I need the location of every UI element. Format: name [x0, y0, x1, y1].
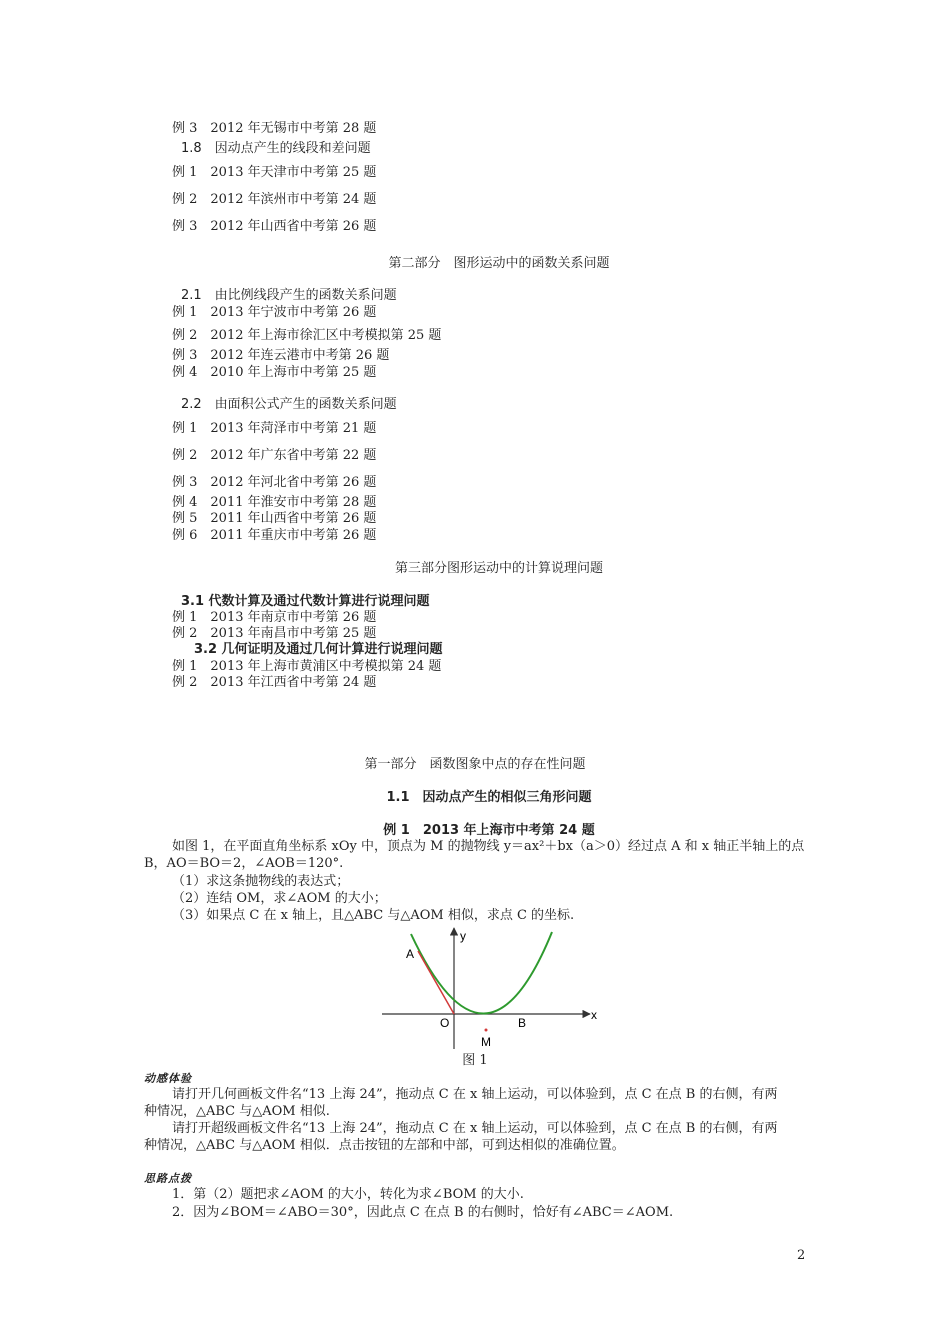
toc-entry: 例 1 2013 年宁波市中考第 26 题	[172, 305, 377, 320]
toc-part-heading: 第三部分图形运动中的计算说理问题	[394, 561, 603, 576]
parabola-curve	[411, 932, 552, 1014]
toc-entry: 例 2 2012 年滨州市中考第 24 题	[172, 192, 377, 207]
hint-item: 2．因为∠BOM＝∠ABO＝30°，因此点 C 在点 B 的右侧时，恰好有∠ABC＝∠AOM.	[172, 1205, 674, 1220]
paragraph: 请打开几何画板文件名“13 上海 24”，拖动点 C 在 x 轴上运动，可以体验到，点 C 在点 B 的右侧，有两	[172, 1087, 778, 1102]
page-number: 2	[797, 1248, 806, 1263]
label-o: O	[440, 1016, 450, 1030]
toc-entry: 例 1 2013 年上海市黄浦区中考模拟第 24 题	[172, 659, 442, 674]
toc-section-heading: 2.1 由比例线段产生的函数关系问题	[181, 288, 397, 303]
toc-entry: 例 3 2012 年山西省中考第 26 题	[172, 219, 377, 234]
problem-text: 如图 1，在平面直角坐标系 xOy 中，顶点为 M 的抛物线 y＝ax²＋bx（a＞0）经过点 A 和 x 轴正半轴上的点	[172, 839, 805, 854]
dynamic-heading: 动感体验	[144, 1072, 192, 1085]
toc-section-heading: 1.8 因动点产生的线段和差问题	[181, 141, 371, 156]
toc-section-heading: 3.2 几何证明及通过几何计算进行说理问题	[194, 642, 443, 657]
hint-item: 1．第（2）题把求∠AOM 的大小，转化为求∠BOM 的大小.	[172, 1187, 524, 1202]
toc-entry: 例 1 2013 年菏泽市中考第 21 题	[172, 421, 377, 436]
paragraph: 种情况，△ABC 与△AOM 相似.	[144, 1104, 330, 1119]
toc-entry: 例 5 2011 年山西省中考第 26 题	[172, 511, 377, 526]
example-title: 例 1 2013 年上海市中考第 24 题	[383, 823, 595, 838]
segment-ao	[418, 951, 454, 1014]
label-y: y	[460, 929, 466, 943]
toc-entry: 例 2 2013 年南昌市中考第 25 题	[172, 626, 377, 641]
toc-entry: 例 3 2012 年河北省中考第 26 题	[172, 475, 377, 490]
toc-entry: 例 3 2012 年连云港市中考第 26 题	[172, 348, 390, 363]
label-a: A	[406, 947, 415, 961]
label-b: B	[518, 1016, 527, 1030]
figure-caption: 图 1	[462, 1053, 488, 1068]
paragraph: 请打开超级画板文件名“13 上海 24”，拖动点 C 在 x 轴上运动，可以体验到，点 C 在点 B 的右侧，有两	[172, 1121, 778, 1136]
toc-entry: 例 4 2011 年淮安市中考第 28 题	[172, 495, 377, 510]
toc-entry: 例 2 2012 年广东省中考第 22 题	[172, 448, 377, 463]
section-heading: 1.1 因动点产生的相似三角形问题	[386, 790, 592, 805]
problem-text: B，AO＝BO＝2，∠AOB＝120°.	[144, 856, 344, 871]
point-m	[485, 1029, 488, 1032]
toc-entry: 例 3 2012 年无锡市中考第 28 题	[172, 121, 377, 136]
parabola-figure	[378, 924, 603, 1054]
toc-entry: 例 1 2013 年天津市中考第 25 题	[172, 165, 377, 180]
label-m: M	[481, 1035, 491, 1049]
question-2: （2）连结 OM，求∠AOM 的大小；	[172, 891, 387, 906]
question-1: （1）求这条抛物线的表达式；	[172, 874, 350, 889]
toc-entry: 例 4 2010 年上海市中考第 25 题	[172, 365, 377, 380]
toc-entry: 例 2 2012 年上海市徐汇区中考模拟第 25 题	[172, 328, 442, 343]
part-heading: 第一部分 函数图象中点的存在性问题	[364, 757, 586, 772]
question-3: （3）如果点 C 在 x 轴上，且△ABC 与△AOM 相似，求点 C 的坐标.	[172, 908, 575, 923]
toc-entry: 例 1 2013 年南京市中考第 26 题	[172, 610, 377, 625]
hint-heading: 思路点拨	[144, 1172, 192, 1185]
toc-part-heading: 第二部分 图形运动中的函数关系问题	[388, 256, 610, 271]
toc-section-heading: 3.1 代数计算及通过代数计算进行说理问题	[181, 594, 430, 609]
toc-section-heading: 2.2 由面积公式产生的函数关系问题	[181, 397, 397, 412]
toc-entry: 例 6 2011 年重庆市中考第 26 题	[172, 528, 377, 543]
label-x: x	[591, 1008, 597, 1022]
toc-entry: 例 2 2013 年江西省中考第 24 题	[172, 675, 377, 690]
paragraph: 种情况，△ABC 与△AOM 相似．点击按钮的左部和中部，可到达相似的准确位置。	[144, 1138, 625, 1153]
